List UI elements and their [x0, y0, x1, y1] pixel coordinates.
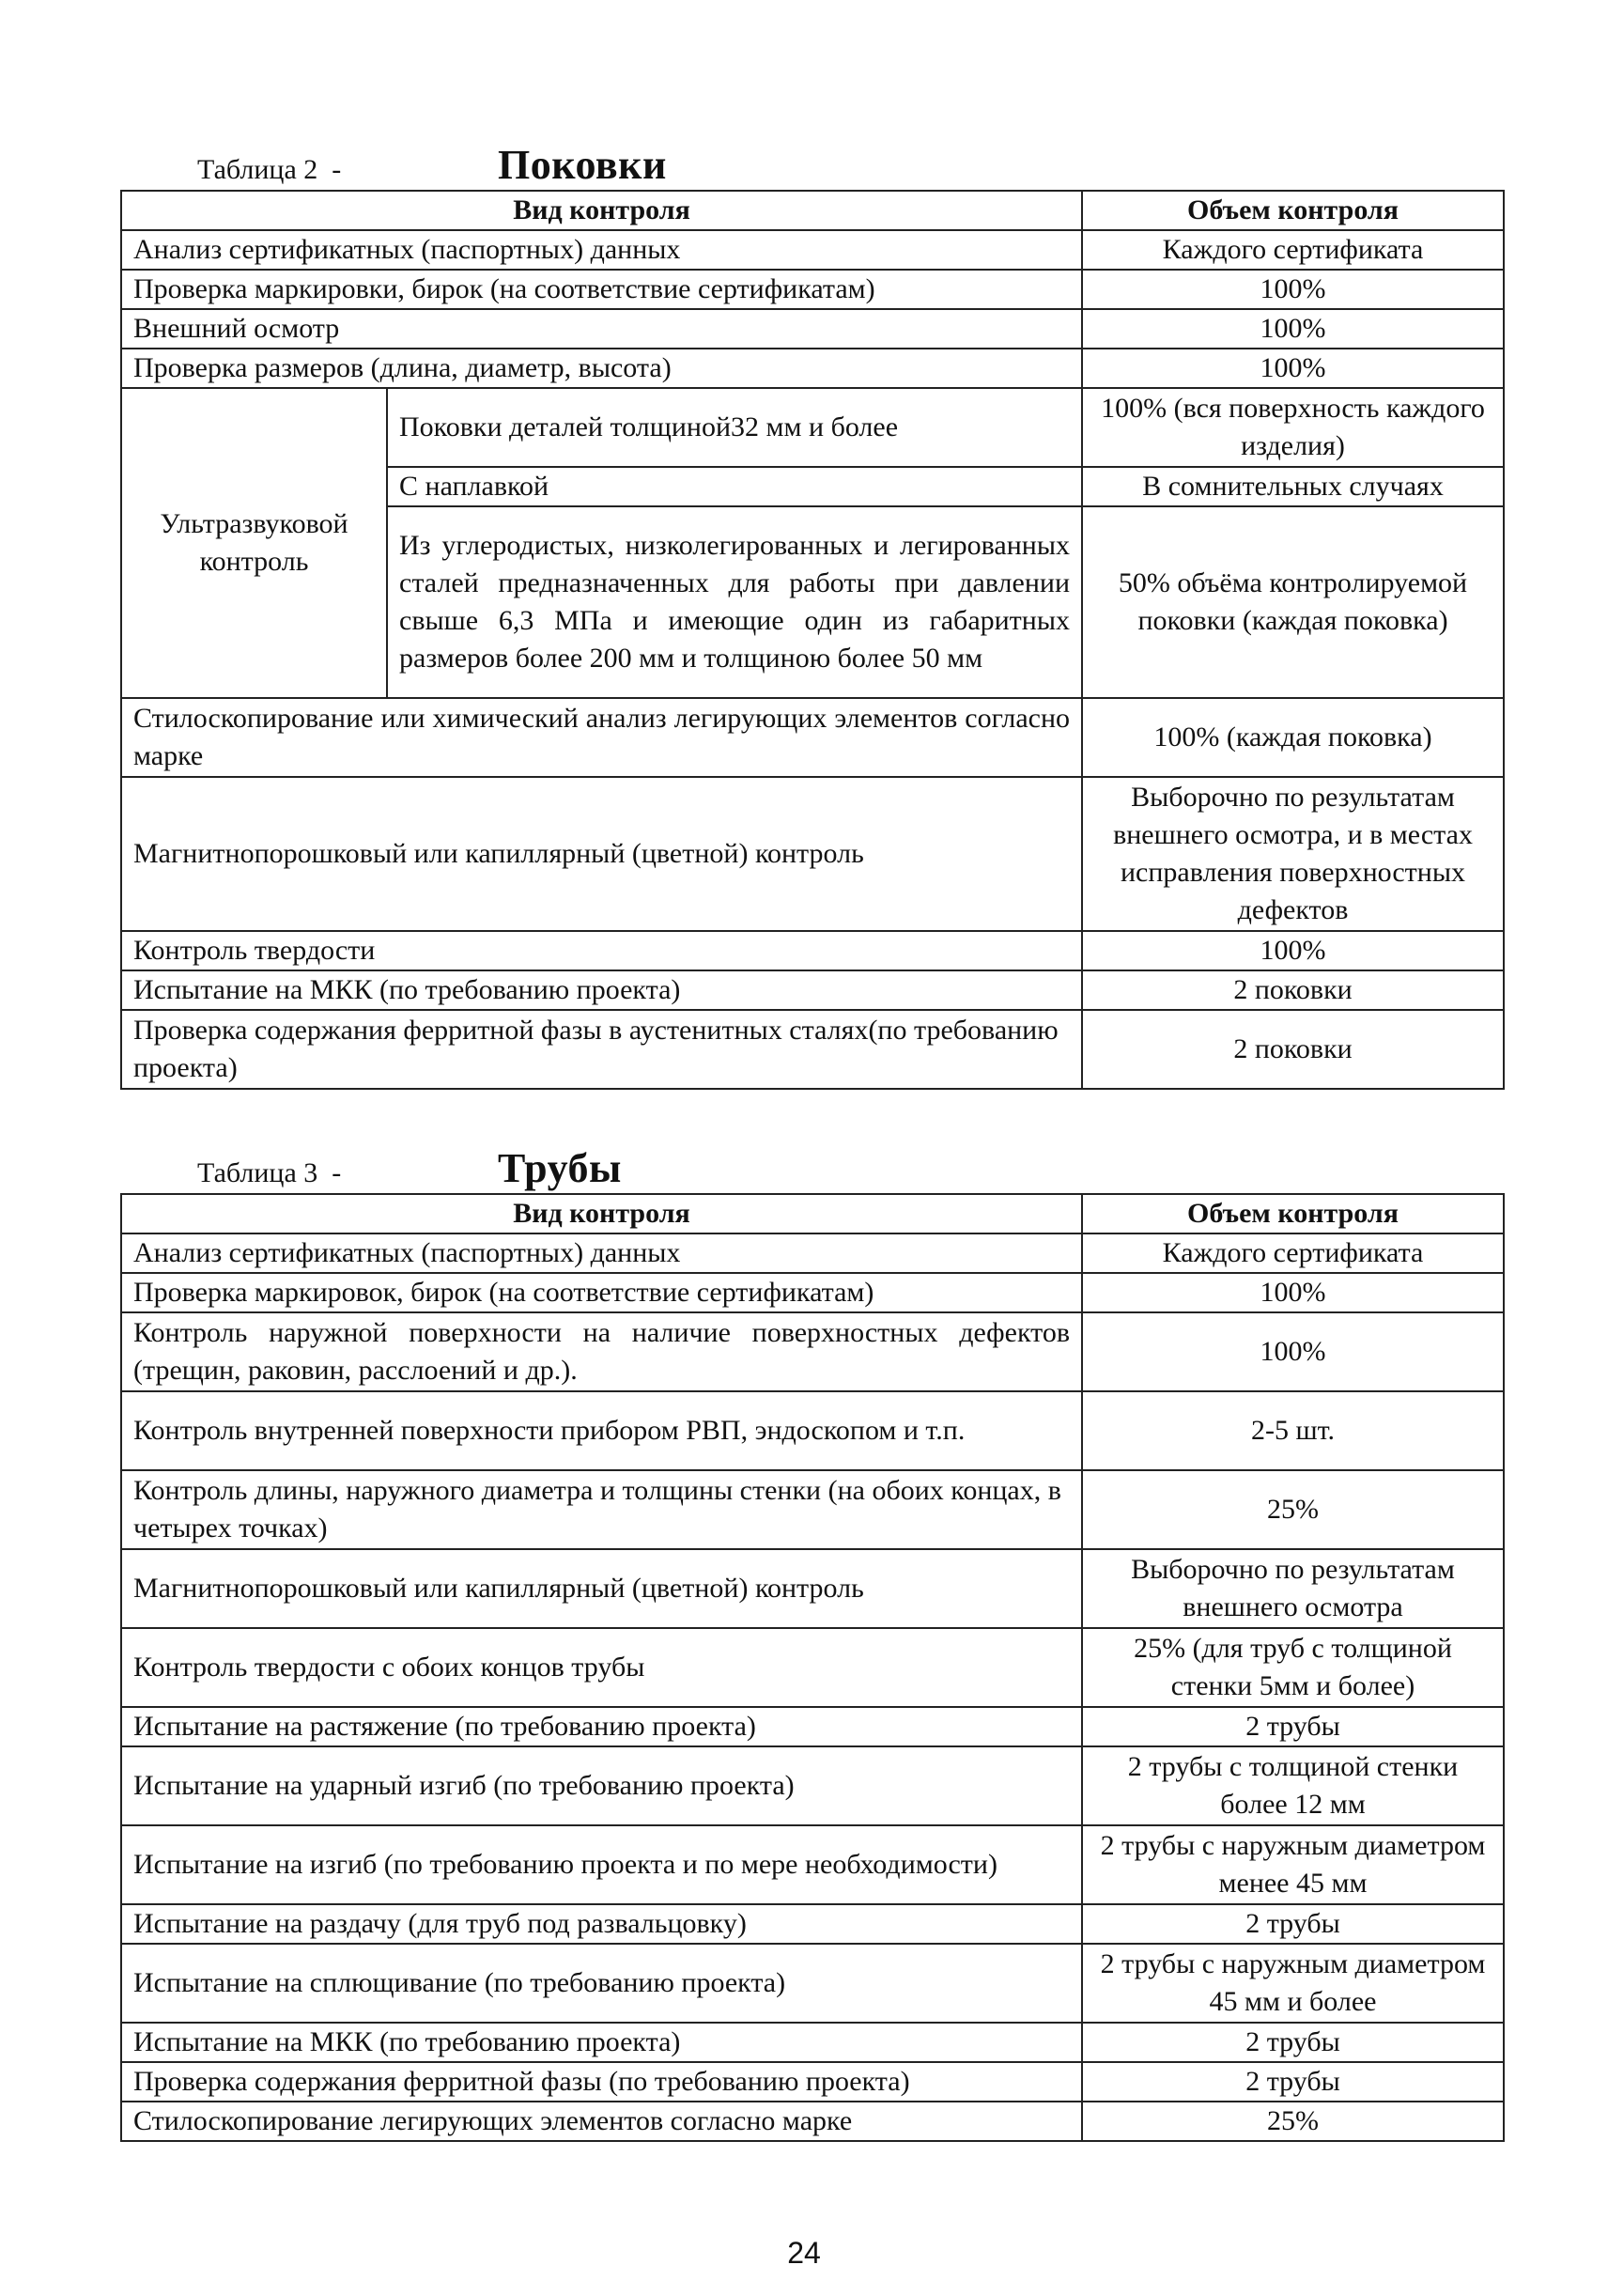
row-kind: Из углеродистых, низколегированных и легированных сталей предназначенных для работы при давлении свыше 6,3 МПа и имеющие один из габаритных размеров более 200 мм и толщиною более 50 мм [387, 506, 1082, 698]
table-header-row [121, 191, 1504, 230]
row-volume: Выборочно по результатам внешнего осмотра, и в местах исправления поверхностных дефектов [1082, 777, 1504, 931]
row-kind: Поковки деталей толщиной32 мм и более [387, 388, 1082, 467]
table-row [121, 230, 1504, 270]
row-volume: 2 трубы [1082, 2023, 1504, 2062]
table2-label: Таблица 2 - [197, 154, 342, 185]
row-volume: 2 трубы с наружным диаметром менее 45 мм [1082, 1825, 1504, 1904]
row-kind: Проверка содержания ферритной фазы в аустенитных сталях(по требованию проекта) [121, 1010, 1082, 1089]
table-row [121, 2062, 1504, 2102]
row-kind: Контроль внутренней поверхности прибором РВП, эндоскопом и т.п. [121, 1391, 1082, 1470]
row-volume: 100% [1082, 349, 1504, 388]
row-kind: Проверка размеров (длина, диаметр, высота) [121, 349, 1082, 388]
table-row [121, 1904, 1504, 1944]
table-row [121, 1470, 1504, 1549]
forgings-table [120, 190, 1505, 1090]
table-row [121, 970, 1504, 1010]
row-volume: 2 трубы [1082, 1904, 1504, 1944]
table-row [121, 931, 1504, 970]
row-kind: Контроль длины, наружного диаметра и толщины стенки (на обоих концах, в четырех точках) [121, 1470, 1082, 1549]
row-volume: 25% (для труб с толщиной стенки 5мм и более) [1082, 1628, 1504, 1707]
table-row [121, 349, 1504, 388]
row-kind: Анализ сертификатных (паспортных) данных [121, 1233, 1082, 1273]
row-kind: Испытание на ударный изгиб (по требованию проекта) [121, 1746, 1082, 1825]
table-row [121, 777, 1504, 931]
table2-caption [197, 141, 667, 189]
header-kind: Вид контроля [121, 1194, 1082, 1233]
row-volume: В сомнительных случаях [1082, 467, 1504, 506]
row-volume: 2 трубы с наружным диаметром 45 мм и более [1082, 1944, 1504, 2023]
row-kind: Контроль твердости [121, 931, 1082, 970]
row-kind: Испытание на МКК (по требованию проекта) [121, 2023, 1082, 2062]
row-volume: 50% объёма контролируемой поковки (каждая поковка) [1082, 506, 1504, 698]
table-row [121, 1628, 1504, 1707]
row-volume: 25% [1082, 2102, 1504, 2141]
row-volume: 100% [1082, 1273, 1504, 1312]
row-volume: 25% [1082, 1470, 1504, 1549]
ultrasonic-label: Ультразвуковой контроль [121, 388, 387, 698]
table-row [121, 388, 1504, 467]
row-kind: Проверка маркировки, бирок (на соответствие сертификатам) [121, 270, 1082, 309]
row-volume: 100% (вся поверхность каждого изделия) [1082, 388, 1504, 467]
table-row [121, 1825, 1504, 1904]
header-volume: Объем контроля [1082, 191, 1504, 230]
row-kind: Испытание на раздачу (для труб под развальцовку) [121, 1904, 1082, 1944]
header-kind: Вид контроля [121, 191, 1082, 230]
row-volume: Каждого сертификата [1082, 230, 1504, 270]
table-row [121, 1312, 1504, 1391]
row-kind: Проверка маркировок, бирок (на соответствие сертификатам) [121, 1273, 1082, 1312]
row-volume: Каждого сертификата [1082, 1233, 1504, 1273]
row-volume: 2 трубы с толщиной стенки более 12 мм [1082, 1746, 1504, 1825]
row-kind: Магнитнопорошковый или капиллярный (цветной) контроль [121, 1549, 1082, 1628]
table-row [121, 270, 1504, 309]
row-kind: Стилоскопирование или химический анализ легирующих элементов согласно марке [121, 698, 1082, 777]
table-row [121, 1746, 1504, 1825]
table2-title: Поковки [498, 142, 667, 188]
row-volume: Выборочно по результатам внешнего осмотра [1082, 1549, 1504, 1628]
row-volume: 2 поковки [1082, 970, 1504, 1010]
row-kind: Стилоскопирование легирующих элементов согласно марке [121, 2102, 1082, 2141]
row-volume: 2 поковки [1082, 1010, 1504, 1089]
row-volume: 100% (каждая поковка) [1082, 698, 1504, 777]
table-row [121, 1707, 1504, 1746]
table-row [121, 1549, 1504, 1628]
row-volume: 100% [1082, 270, 1504, 309]
table-header-row [121, 1194, 1504, 1233]
pipes-table [120, 1193, 1505, 2142]
row-kind: Испытание на сплющивание (по требованию проекта) [121, 1944, 1082, 2023]
table-row [121, 698, 1504, 777]
row-volume: 2 трубы [1082, 2062, 1504, 2102]
table-row [121, 1391, 1504, 1470]
header-volume: Объем контроля [1082, 1194, 1504, 1233]
table-row [121, 1233, 1504, 1273]
page-number: 24 [787, 2236, 821, 2270]
row-volume: 2-5 шт. [1082, 1391, 1504, 1470]
row-kind: Испытание на изгиб (по требованию проекта и по мере необходимости) [121, 1825, 1082, 1904]
row-volume: 100% [1082, 931, 1504, 970]
row-kind: С наплавкой [387, 467, 1082, 506]
table3-title: Трубы [498, 1145, 622, 1191]
table-row [121, 2102, 1504, 2141]
row-kind: Магнитнопорошковый или капиллярный (цветной) контроль [121, 777, 1082, 931]
table-row [121, 2023, 1504, 2062]
table-row [121, 1010, 1504, 1089]
table-row [121, 1944, 1504, 2023]
row-kind: Контроль твердости с обоих концов трубы [121, 1628, 1082, 1707]
row-kind: Испытание на растяжение (по требованию проекта) [121, 1707, 1082, 1746]
table3-label: Таблица 3 - [197, 1157, 342, 1188]
row-volume: 100% [1082, 309, 1504, 349]
row-volume: 100% [1082, 1312, 1504, 1391]
row-volume: 2 трубы [1082, 1707, 1504, 1746]
table-row [121, 1273, 1504, 1312]
row-kind: Испытание на МКК (по требованию проекта) [121, 970, 1082, 1010]
table3-caption [197, 1144, 622, 1192]
row-kind: Внешний осмотр [121, 309, 1082, 349]
table-row [121, 309, 1504, 349]
row-kind: Контроль наружной поверхности на наличие поверхностных дефектов (трещин, раковин, расслоений и др.). [121, 1312, 1082, 1391]
row-kind: Анализ сертификатных (паспортных) данных [121, 230, 1082, 270]
row-kind: Проверка содержания ферритной фазы (по требованию проекта) [121, 2062, 1082, 2102]
